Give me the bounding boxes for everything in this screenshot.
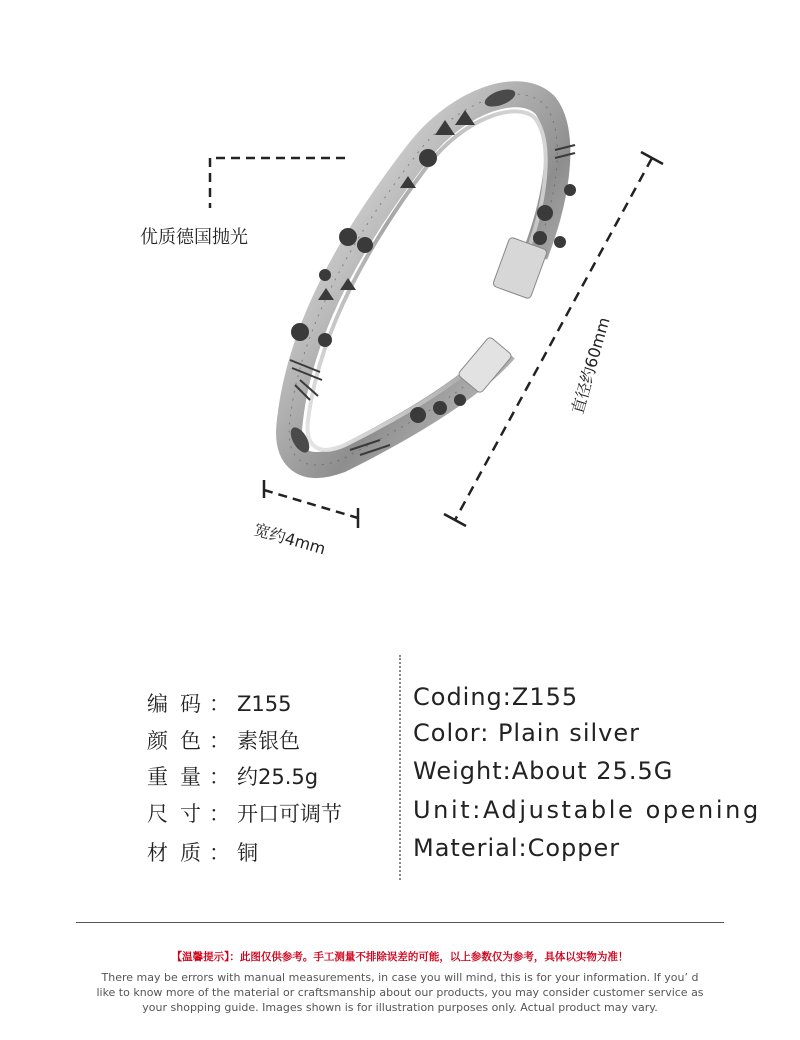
diameter-callout-label: 直径约60mm <box>567 315 614 417</box>
spec-divider <box>399 655 401 880</box>
footer-divider <box>76 922 724 923</box>
spec-row-unit-en: Unit:Adjustable opening <box>413 796 761 824</box>
spec-row-color-en: Color: Plain silver <box>413 719 640 747</box>
polish-callout-line <box>210 158 345 208</box>
notice-en: There may be errors with manual measurements, in case you will mind, this is for your information. If you’ d like to know more of the material or craftsmanship about our products, you may consider customer service as your shopping guide. Images shown is for illustration purposes only. Actual product may vary. <box>96 971 704 1014</box>
spec-separator: ： <box>209 802 230 826</box>
spec-key: 尺寸 <box>147 802 213 826</box>
spec-separator: ： <box>209 841 230 865</box>
spec-key: 编码 <box>147 692 213 716</box>
spec-value: Z155 <box>237 692 292 716</box>
spec-row-weight-en: Weight:About 25.5G <box>413 757 674 785</box>
spec-key: 颜色 <box>147 729 213 753</box>
spec-key: 重量 <box>147 765 213 789</box>
width-callout-label: 宽约4mm <box>251 519 328 559</box>
spec-value: 开口可调节 <box>237 802 342 826</box>
spec-row-color-cn <box>147 725 300 755</box>
spec-row-coding-en: Coding:Z155 <box>413 683 579 711</box>
spec-separator: ： <box>209 729 230 753</box>
spec-value: 铜 <box>237 841 258 865</box>
spec-row-coding-cn <box>147 688 291 718</box>
spec-value: 素银色 <box>237 729 300 753</box>
spec-key: 材质 <box>147 841 213 865</box>
width-dimension-line <box>264 480 358 528</box>
notice-cn: 【温馨提示】：此图仅供参考。手工测量不排除误差的可能，以上参数仅为参考，具体以实物为准！ <box>171 951 629 963</box>
spec-separator: ： <box>209 692 230 716</box>
spec-row-size-cn <box>147 798 342 828</box>
spec-row-material-cn <box>147 837 258 867</box>
spec-row-weight-cn <box>147 761 318 791</box>
spec-value: 约25.5g <box>237 765 319 789</box>
spec-separator: ： <box>209 765 230 789</box>
polish-callout-label: 优质德国抛光 <box>140 227 248 248</box>
spec-row-material-en: Material:Copper <box>413 834 621 862</box>
